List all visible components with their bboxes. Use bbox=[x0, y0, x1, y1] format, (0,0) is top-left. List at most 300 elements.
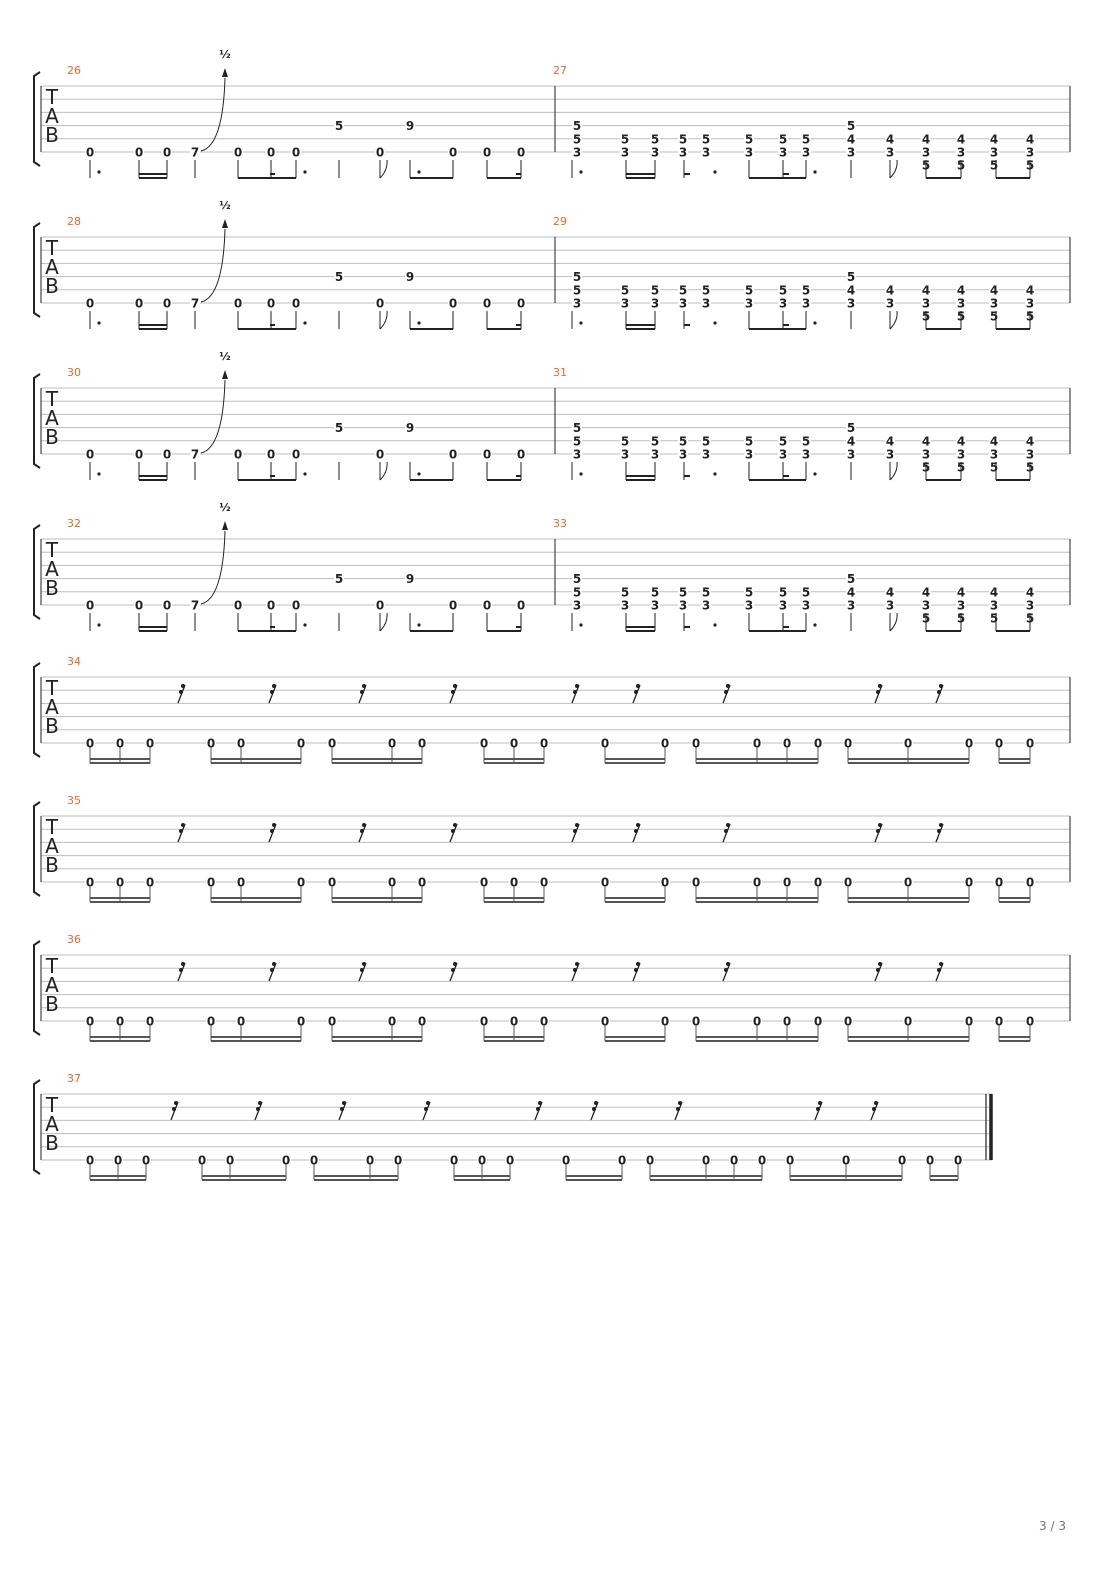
fret-number: 0 bbox=[903, 1014, 913, 1029]
chord-fret-number: 5 bbox=[572, 132, 582, 147]
chord-fret-number: 5 bbox=[572, 270, 582, 285]
fret-number: 0 bbox=[479, 875, 489, 890]
fret-number: 0 bbox=[296, 1014, 306, 1029]
rest-dot bbox=[724, 968, 728, 972]
fret-number: 0 bbox=[897, 1153, 907, 1168]
rest-dot bbox=[573, 968, 577, 972]
rest-dot bbox=[179, 829, 183, 833]
chord-fret-number: 3 bbox=[620, 296, 630, 311]
chord-fret-number: 4 bbox=[956, 283, 966, 298]
clef-letter-b: B bbox=[45, 853, 59, 877]
fret-number: 0 bbox=[162, 145, 172, 160]
rest-dot bbox=[878, 684, 882, 688]
rest-dot bbox=[179, 968, 183, 972]
fret-number: 0 bbox=[448, 598, 458, 613]
chord-fret-number: 3 bbox=[801, 598, 811, 613]
chord-fret-number: 5 bbox=[744, 585, 754, 600]
chord-fret-number: 5 bbox=[846, 572, 856, 587]
fret-number: 0 bbox=[600, 875, 610, 890]
system-bracket bbox=[34, 802, 40, 896]
bend-arrowhead bbox=[222, 521, 228, 530]
clef-letter-t: T bbox=[45, 954, 59, 978]
rest-dot bbox=[724, 690, 728, 694]
rhythm-dot bbox=[97, 170, 100, 173]
fret-number: 0 bbox=[660, 875, 670, 890]
chord-fret-number: 5 bbox=[572, 119, 582, 134]
rest-dot bbox=[575, 684, 579, 688]
chord-fret-number: 3 bbox=[778, 296, 788, 311]
fret-number: 0 bbox=[729, 1153, 739, 1168]
fret-number: 0 bbox=[691, 1014, 701, 1029]
chord-fret-number: 5 bbox=[701, 585, 711, 600]
fret-number: 0 bbox=[291, 447, 301, 462]
rhythm-dot bbox=[417, 623, 420, 626]
note-flag bbox=[380, 613, 387, 631]
fret-number: 5 bbox=[334, 572, 344, 587]
chord-fret-number: 3 bbox=[744, 145, 754, 160]
system-bracket bbox=[34, 525, 40, 619]
fret-number: 0 bbox=[387, 1014, 397, 1029]
chord-fret-number: 4 bbox=[846, 585, 856, 600]
fret-number: 0 bbox=[115, 1014, 125, 1029]
rest-dot bbox=[360, 690, 364, 694]
fret-number: 0 bbox=[691, 875, 701, 890]
fret-number: 0 bbox=[225, 1153, 235, 1168]
fret-number: 0 bbox=[509, 1014, 519, 1029]
chord-fret-number: 3 bbox=[885, 145, 895, 160]
rest-dot bbox=[594, 1101, 598, 1105]
rhythm-dot bbox=[417, 321, 420, 324]
fret-number: 0 bbox=[813, 1014, 823, 1029]
chord-fret-number: 5 bbox=[921, 158, 931, 173]
chord-fret-number: 5 bbox=[572, 585, 582, 600]
rest-dot bbox=[634, 690, 638, 694]
chord-fret-number: 3 bbox=[1025, 447, 1035, 462]
chord-fret-number: 4 bbox=[885, 434, 895, 449]
chord-fret-number: 3 bbox=[956, 598, 966, 613]
rest-dot bbox=[634, 968, 638, 972]
rest-dot bbox=[937, 968, 941, 972]
fret-number: 0 bbox=[417, 736, 427, 751]
fret-number: 0 bbox=[903, 875, 913, 890]
chord-fret-number: 5 bbox=[572, 434, 582, 449]
rhythm-dot bbox=[713, 321, 716, 324]
chord-fret-number: 3 bbox=[989, 145, 999, 160]
rest-dot bbox=[256, 1107, 260, 1111]
chord-fret-number: 5 bbox=[620, 434, 630, 449]
fret-number: 9 bbox=[405, 119, 415, 134]
rest-dot bbox=[342, 1101, 346, 1105]
fret-number: 0 bbox=[387, 875, 397, 890]
rest-dot bbox=[181, 823, 185, 827]
rest-dot bbox=[876, 968, 880, 972]
chord-fret-number: 5 bbox=[989, 611, 999, 626]
fret-number: 0 bbox=[477, 1153, 487, 1168]
chord-fret-number: 5 bbox=[572, 421, 582, 436]
tab-system bbox=[34, 350, 1070, 480]
rest-dot bbox=[272, 684, 276, 688]
rhythm-dot bbox=[97, 623, 100, 626]
fret-number: 0 bbox=[233, 145, 243, 160]
fret-number: 0 bbox=[85, 1014, 95, 1029]
chord-fret-number: 5 bbox=[678, 132, 688, 147]
fret-number: 0 bbox=[994, 736, 1004, 751]
fret-number: 0 bbox=[266, 447, 276, 462]
clef-letter-b: B bbox=[45, 425, 59, 449]
rhythm-dot bbox=[579, 170, 582, 173]
fret-number: 0 bbox=[85, 875, 95, 890]
chord-fret-number: 3 bbox=[885, 296, 895, 311]
fret-number: 0 bbox=[375, 296, 385, 311]
rest-dot bbox=[816, 1107, 820, 1111]
chord-fret-number: 5 bbox=[778, 283, 788, 298]
chord-fret-number: 3 bbox=[956, 447, 966, 462]
system-bracket bbox=[34, 374, 40, 468]
chord-fret-number: 4 bbox=[1025, 283, 1035, 298]
fret-number: 0 bbox=[516, 296, 526, 311]
rhythm-dot bbox=[303, 170, 306, 173]
clef-letter-b: B bbox=[45, 274, 59, 298]
chord-fret-number: 3 bbox=[846, 598, 856, 613]
fret-number: 0 bbox=[162, 296, 172, 311]
chord-fret-number: 3 bbox=[989, 598, 999, 613]
chord-fret-number: 3 bbox=[678, 296, 688, 311]
fret-number: 0 bbox=[539, 1014, 549, 1029]
rest-dot bbox=[937, 690, 941, 694]
chord-fret-number: 5 bbox=[650, 434, 660, 449]
fret-number: 0 bbox=[539, 875, 549, 890]
fret-number: 0 bbox=[752, 736, 762, 751]
chord-fret-number: 4 bbox=[1025, 132, 1035, 147]
fret-number: 0 bbox=[162, 447, 172, 462]
chord-fret-number: 3 bbox=[921, 296, 931, 311]
rest-dot bbox=[172, 1107, 176, 1111]
rest-dot bbox=[876, 690, 880, 694]
clef-letter-a: A bbox=[45, 973, 59, 997]
fret-number: 0 bbox=[206, 1014, 216, 1029]
fret-number: 0 bbox=[953, 1153, 963, 1168]
fret-number: 0 bbox=[600, 736, 610, 751]
fret-number: 0 bbox=[85, 598, 95, 613]
chord-fret-number: 3 bbox=[650, 296, 660, 311]
bend-amount-label: ½ bbox=[219, 350, 231, 363]
fret-number: 0 bbox=[903, 736, 913, 751]
rest-dot bbox=[678, 1101, 682, 1105]
bend-curve bbox=[201, 229, 225, 302]
rhythm-dot bbox=[579, 623, 582, 626]
tab-system bbox=[34, 933, 1070, 1041]
fret-number: 5 bbox=[334, 421, 344, 436]
rest-dot bbox=[270, 690, 274, 694]
fret-number: 0 bbox=[701, 1153, 711, 1168]
fret-number: 0 bbox=[516, 145, 526, 160]
bend-amount-label: ½ bbox=[219, 48, 231, 61]
rest-dot bbox=[536, 1107, 540, 1111]
fret-number: 0 bbox=[327, 1014, 337, 1029]
fret-number: 0 bbox=[1025, 1014, 1035, 1029]
chord-fret-number: 4 bbox=[885, 283, 895, 298]
chord-fret-number: 5 bbox=[572, 283, 582, 298]
fret-number: 0 bbox=[600, 1014, 610, 1029]
rest-dot bbox=[726, 962, 730, 966]
rest-dot bbox=[538, 1101, 542, 1105]
page-number: 3 / 3 bbox=[1039, 1519, 1066, 1533]
chord-fret-number: 3 bbox=[701, 598, 711, 613]
fret-number: 0 bbox=[479, 1014, 489, 1029]
rhythm-dot bbox=[713, 472, 716, 475]
chord-fret-number: 3 bbox=[650, 598, 660, 613]
fret-number: 0 bbox=[691, 736, 701, 751]
tab-system bbox=[34, 501, 1070, 631]
clef-letter-b: B bbox=[45, 1131, 59, 1155]
fret-number: 0 bbox=[617, 1153, 627, 1168]
fret-number: 0 bbox=[516, 598, 526, 613]
fret-number: 0 bbox=[964, 736, 974, 751]
rhythm-dot bbox=[417, 170, 420, 173]
fret-number: 0 bbox=[233, 447, 243, 462]
rest-dot bbox=[876, 829, 880, 833]
clef-letter-b: B bbox=[45, 123, 59, 147]
chord-fret-number: 5 bbox=[701, 283, 711, 298]
measure-number: 37 bbox=[67, 1072, 81, 1085]
chord-fret-number: 4 bbox=[989, 132, 999, 147]
chord-fret-number: 4 bbox=[1025, 434, 1035, 449]
fret-number: 0 bbox=[85, 1153, 95, 1168]
fret-number: 0 bbox=[134, 447, 144, 462]
fret-number: 0 bbox=[505, 1153, 515, 1168]
fret-number: 0 bbox=[375, 447, 385, 462]
clef-letter-t: T bbox=[45, 815, 59, 839]
rest-dot bbox=[362, 823, 366, 827]
chord-fret-number: 5 bbox=[650, 585, 660, 600]
chord-fret-number: 3 bbox=[778, 145, 788, 160]
system-bracket bbox=[34, 223, 40, 317]
rhythm-dot bbox=[417, 472, 420, 475]
rest-dot bbox=[575, 823, 579, 827]
chord-fret-number: 4 bbox=[885, 132, 895, 147]
fret-number: 0 bbox=[482, 145, 492, 160]
rest-dot bbox=[360, 968, 364, 972]
fret-number: 7 bbox=[190, 598, 200, 613]
bend-arrowhead bbox=[222, 370, 228, 379]
chord-fret-number: 5 bbox=[956, 309, 966, 324]
fret-number: 0 bbox=[561, 1153, 571, 1168]
chord-fret-number: 5 bbox=[650, 132, 660, 147]
rest-dot bbox=[362, 962, 366, 966]
rest-dot bbox=[272, 962, 276, 966]
chord-fret-number: 5 bbox=[921, 460, 931, 475]
fret-number: 0 bbox=[785, 1153, 795, 1168]
rest-dot bbox=[181, 684, 185, 688]
fret-number: 0 bbox=[509, 875, 519, 890]
rest-dot bbox=[636, 823, 640, 827]
chord-fret-number: 3 bbox=[701, 447, 711, 462]
chord-fret-number: 3 bbox=[921, 598, 931, 613]
rest-dot bbox=[340, 1107, 344, 1111]
clef-letter-t: T bbox=[45, 1093, 59, 1117]
chord-fret-number: 3 bbox=[701, 145, 711, 160]
fret-number: 0 bbox=[752, 1014, 762, 1029]
clef-letter-a: A bbox=[45, 695, 59, 719]
chord-fret-number: 5 bbox=[801, 434, 811, 449]
fret-number: 0 bbox=[393, 1153, 403, 1168]
fret-number: 0 bbox=[660, 736, 670, 751]
chord-fret-number: 5 bbox=[650, 283, 660, 298]
fret-number: 0 bbox=[85, 296, 95, 311]
measure-number: 36 bbox=[67, 933, 81, 946]
rhythm-dot bbox=[713, 170, 716, 173]
rhythm-dot bbox=[97, 472, 100, 475]
fret-number: 0 bbox=[145, 736, 155, 751]
chord-fret-number: 5 bbox=[801, 132, 811, 147]
rhythm-dot bbox=[303, 623, 306, 626]
rest-dot bbox=[453, 823, 457, 827]
chord-fret-number: 5 bbox=[678, 434, 688, 449]
measure-number: 30 bbox=[67, 366, 81, 379]
chord-fret-number: 3 bbox=[885, 598, 895, 613]
fret-number: 0 bbox=[482, 447, 492, 462]
chord-fret-number: 5 bbox=[921, 611, 931, 626]
fret-number: 0 bbox=[757, 1153, 767, 1168]
fret-number: 0 bbox=[145, 875, 155, 890]
fret-number: 0 bbox=[206, 736, 216, 751]
tab-system bbox=[34, 655, 1070, 763]
note-flag bbox=[380, 311, 387, 329]
fret-number: 0 bbox=[134, 296, 144, 311]
fret-number: 0 bbox=[85, 447, 95, 462]
rest-dot bbox=[174, 1101, 178, 1105]
rest-dot bbox=[878, 823, 882, 827]
fret-number: 0 bbox=[448, 296, 458, 311]
rest-dot bbox=[179, 690, 183, 694]
fret-number: 0 bbox=[365, 1153, 375, 1168]
note-flag bbox=[890, 462, 897, 480]
fret-number: 0 bbox=[539, 736, 549, 751]
chord-fret-number: 4 bbox=[956, 132, 966, 147]
tab-system bbox=[34, 199, 1070, 329]
fret-number: 0 bbox=[162, 598, 172, 613]
rest-dot bbox=[451, 690, 455, 694]
rhythm-dot bbox=[713, 623, 716, 626]
rest-dot bbox=[362, 684, 366, 688]
chord-fret-number: 3 bbox=[678, 447, 688, 462]
fret-number: 0 bbox=[296, 736, 306, 751]
rest-dot bbox=[272, 823, 276, 827]
measure-number: 34 bbox=[67, 655, 81, 668]
rest-dot bbox=[270, 968, 274, 972]
clef-letter-b: B bbox=[45, 992, 59, 1016]
chord-fret-number: 4 bbox=[921, 434, 931, 449]
fret-number: 0 bbox=[417, 875, 427, 890]
rest-dot bbox=[874, 1101, 878, 1105]
measure-number: 26 bbox=[67, 64, 81, 77]
clef-letter-t: T bbox=[45, 85, 59, 109]
fret-number: 5 bbox=[334, 119, 344, 134]
fret-number: 9 bbox=[405, 270, 415, 285]
rest-dot bbox=[676, 1107, 680, 1111]
chord-fret-number: 3 bbox=[620, 447, 630, 462]
clef-letter-t: T bbox=[45, 387, 59, 411]
rest-dot bbox=[726, 823, 730, 827]
clef-letter-b: B bbox=[45, 576, 59, 600]
fret-number: 0 bbox=[1025, 736, 1035, 751]
fret-number: 0 bbox=[843, 736, 853, 751]
fret-number: 5 bbox=[334, 270, 344, 285]
fret-number: 0 bbox=[752, 875, 762, 890]
fret-number: 0 bbox=[85, 145, 95, 160]
fret-number: 0 bbox=[296, 875, 306, 890]
chord-fret-number: 5 bbox=[989, 309, 999, 324]
chord-fret-number: 3 bbox=[572, 296, 582, 311]
rhythm-dot bbox=[813, 170, 816, 173]
fret-number: 0 bbox=[115, 875, 125, 890]
chord-fret-number: 3 bbox=[678, 598, 688, 613]
note-flag bbox=[890, 613, 897, 631]
rest-dot bbox=[453, 962, 457, 966]
chord-fret-number: 5 bbox=[1025, 611, 1035, 626]
chord-fret-number: 5 bbox=[956, 611, 966, 626]
rest-dot bbox=[453, 684, 457, 688]
chord-fret-number: 5 bbox=[778, 132, 788, 147]
rest-dot bbox=[636, 684, 640, 688]
chord-fret-number: 3 bbox=[620, 598, 630, 613]
rest-dot bbox=[878, 962, 882, 966]
rest-dot bbox=[424, 1107, 428, 1111]
chord-fret-number: 3 bbox=[1025, 598, 1035, 613]
chord-fret-number: 4 bbox=[956, 585, 966, 600]
chord-fret-number: 5 bbox=[572, 572, 582, 587]
chord-fret-number: 5 bbox=[846, 421, 856, 436]
fret-number: 0 bbox=[266, 598, 276, 613]
chord-fret-number: 4 bbox=[1025, 585, 1035, 600]
fret-number: 9 bbox=[405, 572, 415, 587]
chord-fret-number: 3 bbox=[1025, 296, 1035, 311]
chord-fret-number: 5 bbox=[989, 158, 999, 173]
tab-system bbox=[34, 794, 1070, 902]
rest-dot bbox=[939, 684, 943, 688]
chord-fret-number: 3 bbox=[778, 447, 788, 462]
chord-fret-number: 4 bbox=[846, 132, 856, 147]
rest-dot bbox=[937, 829, 941, 833]
clef-letter-t: T bbox=[45, 676, 59, 700]
chord-fret-number: 3 bbox=[956, 296, 966, 311]
chord-fret-number: 3 bbox=[744, 447, 754, 462]
fret-number: 0 bbox=[233, 598, 243, 613]
chord-fret-number: 5 bbox=[1025, 309, 1035, 324]
chord-fret-number: 4 bbox=[921, 283, 931, 298]
fret-number: 0 bbox=[134, 145, 144, 160]
chord-fret-number: 5 bbox=[744, 132, 754, 147]
fret-number: 0 bbox=[281, 1153, 291, 1168]
system-bracket bbox=[34, 72, 40, 166]
fret-number: 0 bbox=[327, 875, 337, 890]
chord-fret-number: 3 bbox=[572, 598, 582, 613]
rhythm-dot bbox=[303, 321, 306, 324]
note-flag bbox=[380, 160, 387, 178]
fret-number: 0 bbox=[233, 296, 243, 311]
measure-number: 28 bbox=[67, 215, 81, 228]
fret-number: 0 bbox=[448, 145, 458, 160]
chord-fret-number: 3 bbox=[846, 145, 856, 160]
fret-number: 7 bbox=[190, 296, 200, 311]
chord-fret-number: 5 bbox=[778, 585, 788, 600]
chord-fret-number: 4 bbox=[989, 434, 999, 449]
rhythm-dot bbox=[97, 321, 100, 324]
chord-fret-number: 3 bbox=[744, 598, 754, 613]
clef-letter-b: B bbox=[45, 714, 59, 738]
rest-dot bbox=[451, 968, 455, 972]
chord-fret-number: 5 bbox=[989, 460, 999, 475]
